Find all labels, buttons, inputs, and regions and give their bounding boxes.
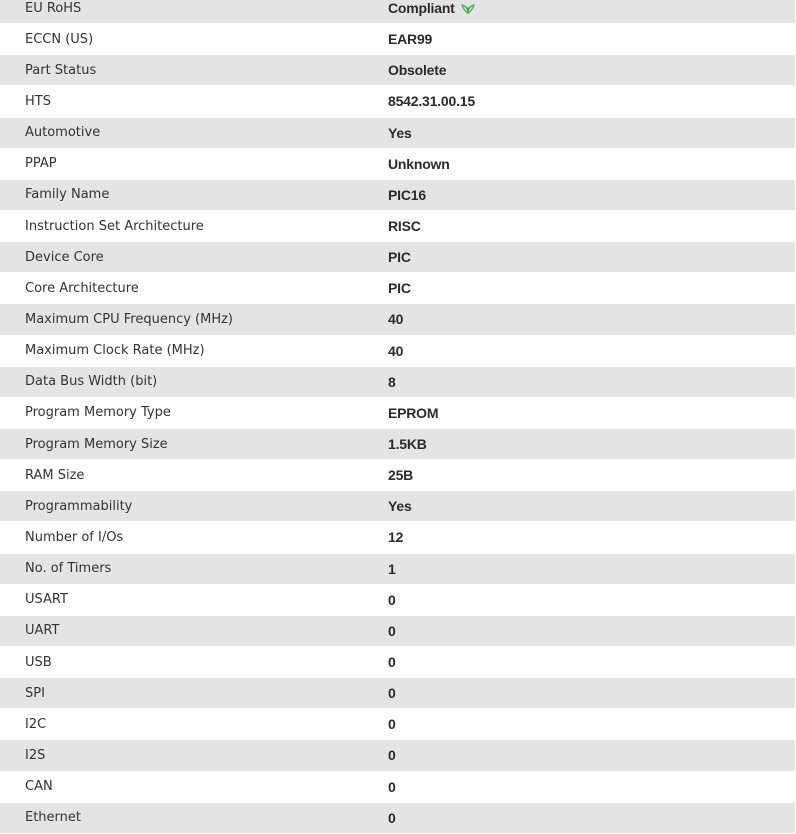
spec-value: 1.5KB: [388, 436, 427, 453]
spec-row: [0, 367, 795, 398]
spec-row: [0, 55, 795, 86]
spec-value: EAR99: [388, 31, 433, 48]
spec-value: 0: [388, 809, 396, 826]
spec-label: RAM Size: [25, 467, 85, 483]
spec-row: [0, 616, 795, 647]
spec-row: [0, 491, 795, 522]
spec-row: [0, 304, 795, 335]
spec-row: [0, 460, 795, 491]
spec-label: Data Bus Width (bit): [25, 374, 158, 390]
spec-label: Programmability: [25, 498, 133, 514]
spec-value: 0: [388, 591, 396, 608]
spec-label: ECCN (US): [25, 31, 94, 47]
spec-value: Yes: [388, 498, 412, 515]
spec-value: 40: [388, 311, 404, 328]
spec-label: Part Status: [25, 62, 97, 78]
spec-row: [0, 522, 795, 553]
spec-label: Automotive: [25, 125, 101, 141]
spec-row: [0, 709, 795, 740]
spec-label: Family Name: [25, 187, 110, 203]
spec-label: PPAP: [25, 156, 57, 172]
spec-value: RISC: [388, 218, 421, 235]
spec-row: [0, 118, 795, 149]
spec-row: [0, 647, 795, 678]
spec-value: 12: [388, 529, 404, 546]
spec-row: [0, 86, 795, 117]
spec-label: I2S: [25, 747, 46, 763]
spec-value: 25B: [388, 467, 414, 484]
spec-value: EPROM: [388, 404, 439, 421]
spec-value: 0: [388, 685, 396, 702]
spec-label: HTS: [25, 93, 51, 109]
spec-value: 0: [388, 654, 396, 671]
spec-label: EU RoHS: [25, 0, 82, 16]
spec-value: 8542.31.00.15: [388, 93, 475, 110]
spec-label: I2C: [25, 716, 47, 732]
spec-value-text: Compliant: [388, 0, 455, 17]
spec-value: 0: [388, 716, 396, 733]
spec-label: UART: [25, 623, 60, 639]
spec-value: PIC: [388, 249, 411, 266]
spec-row: [0, 336, 795, 367]
spec-row: [0, 149, 795, 180]
spec-label: Maximum Clock Rate (MHz): [25, 343, 205, 359]
spec-row: [0, 398, 795, 429]
spec-value: 0: [388, 747, 396, 764]
spec-label: USART: [25, 592, 68, 608]
spec-label: CAN: [25, 779, 53, 795]
spec-label: Program Memory Type: [25, 405, 171, 421]
spec-label: Number of I/Os: [25, 529, 124, 545]
spec-row: [0, 429, 795, 460]
spec-label: SPI: [25, 685, 45, 701]
spec-value: Obsolete: [388, 62, 447, 79]
spec-row: [0, 242, 795, 273]
spec-label: Device Core: [25, 249, 104, 265]
spec-value: 8: [388, 373, 396, 390]
spec-value: PIC16: [388, 186, 426, 203]
spec-row: [0, 740, 795, 771]
spec-row: [0, 678, 795, 709]
spec-label: Maximum CPU Frequency (MHz): [25, 311, 233, 327]
spec-row: [0, 24, 795, 55]
spec-row: [0, 180, 795, 211]
spec-row: [0, 772, 795, 803]
spec-value: PIC: [388, 280, 411, 297]
spec-label: Core Architecture: [25, 280, 139, 296]
spec-value: 1: [388, 560, 396, 577]
spec-value: Yes: [388, 124, 412, 141]
spec-row: [0, 585, 795, 616]
spec-label: Ethernet: [25, 810, 81, 826]
spec-row: [0, 554, 795, 585]
spec-label: Program Memory Size: [25, 436, 168, 452]
spec-row: [0, 803, 795, 834]
spec-value: 0: [388, 778, 396, 795]
spec-row: [0, 211, 795, 242]
spec-value: Unknown: [388, 155, 450, 172]
spec-row-eu-rohs: [0, 0, 795, 24]
spec-label: USB: [25, 654, 52, 670]
spec-label: Instruction Set Architecture: [25, 218, 204, 234]
spec-label: No. of Timers: [25, 561, 112, 577]
spec-value: 40: [388, 342, 404, 359]
spec-value: [388, 0, 795, 16]
spec-row: [0, 273, 795, 304]
leaf-icon: [461, 2, 475, 14]
spec-value: 0: [388, 622, 396, 639]
